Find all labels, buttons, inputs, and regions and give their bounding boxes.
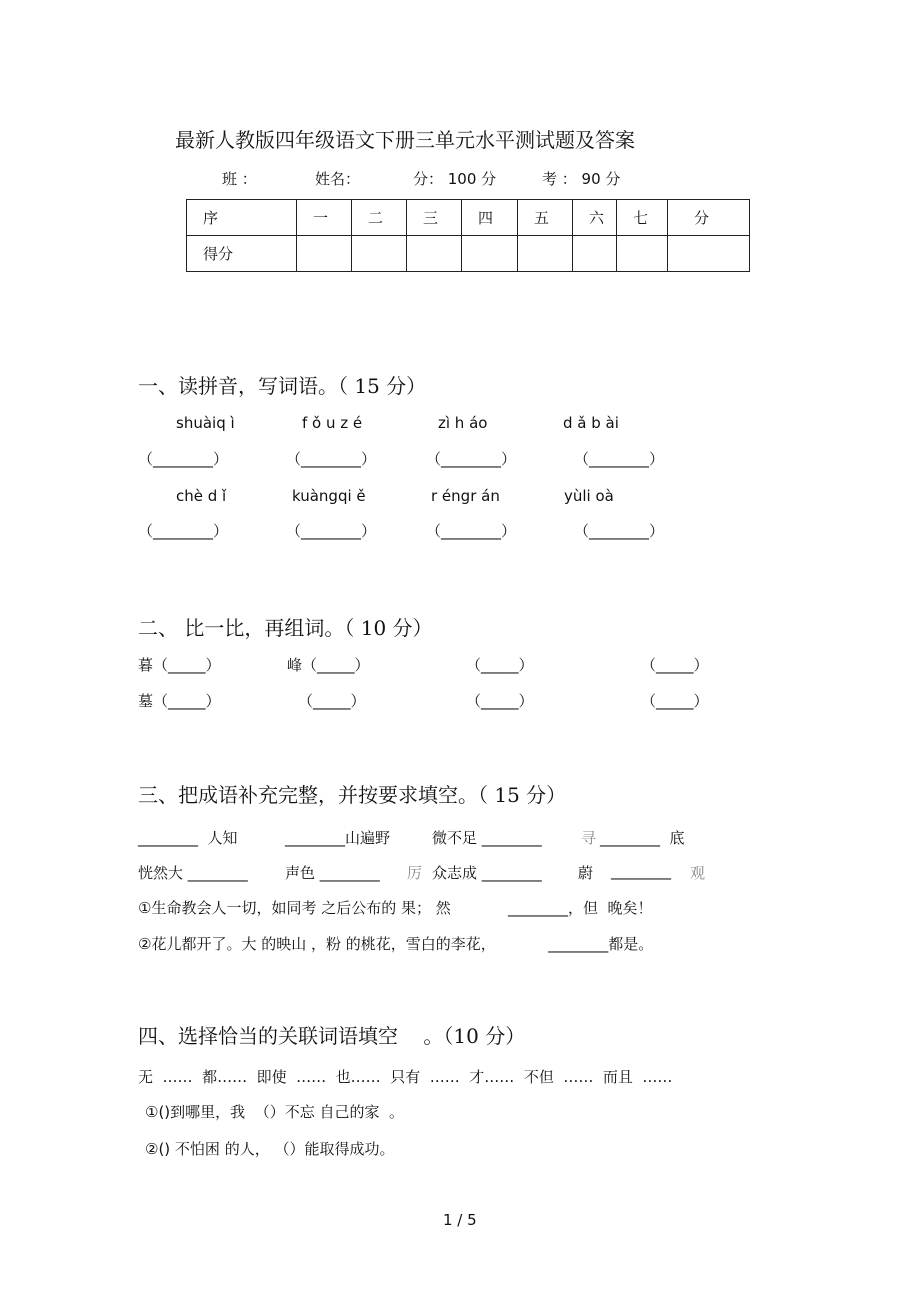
idiom-item: 众志成 ________ xyxy=(432,864,542,882)
header-cell: 七 xyxy=(617,200,668,236)
header-cell: 二 xyxy=(352,200,407,236)
pinyin: yùli oà xyxy=(564,487,614,505)
score-cell xyxy=(407,236,462,272)
score-label: 分： 100 分 xyxy=(413,170,497,188)
doc-title: 最新人教版四年级语文下册三单元水平测试题及答案 xyxy=(175,128,635,152)
answer-blank: （________） xyxy=(426,450,517,468)
row-label: 得分 xyxy=(187,236,297,272)
compare-item: 峰（_____） xyxy=(287,656,370,674)
score-cell xyxy=(297,236,352,272)
compare-item: （_____） xyxy=(466,656,534,674)
score-cell xyxy=(462,236,518,272)
idiom-item: ________ xyxy=(611,862,671,880)
idiom-item: ________山遍野 xyxy=(285,829,391,847)
score-cell xyxy=(352,236,407,272)
idiom-item: ________ 人知 xyxy=(138,829,238,847)
name-label: 姓名： xyxy=(315,170,361,188)
question-1: ①生命教会人一切，如同考 之后公布的 果； 然 ________，但 晚矣！ xyxy=(138,899,653,917)
header-cell: 五 xyxy=(518,200,573,236)
idiom-item: 微不足 ________ xyxy=(432,829,542,847)
pinyin: f ǒ u z é xyxy=(302,414,363,432)
compare-item: （_____） xyxy=(466,692,534,710)
header-cell: 三 xyxy=(407,200,462,236)
header-cell: 六 xyxy=(573,200,617,236)
header-cell: 分 xyxy=(668,200,750,236)
idiom-item: 声色 ________ xyxy=(285,864,380,882)
compare-item: （_____） xyxy=(641,692,709,710)
answer-blank: （________） xyxy=(286,522,377,540)
pinyin: chè d ǐ xyxy=(176,487,227,505)
score-cell xyxy=(518,236,573,272)
section-4-heading: 四、选择恰当的关联词语填空 。（10 分） xyxy=(138,1024,526,1048)
pinyin: r éngr án xyxy=(431,487,500,505)
question-2: ②花儿都开了。大 的映山 ，粉 的桃花，雪白的李花， ________都是。 xyxy=(138,935,654,953)
idiom-item: 恍然大 ________ xyxy=(138,864,248,882)
answer-blank: （________） xyxy=(138,522,229,540)
section-3-heading: 三、把成语补充完整，并按要求填空。（ 15 分） xyxy=(138,783,567,807)
idiom-item: 观 xyxy=(690,864,706,882)
pinyin: kuàngqi ě xyxy=(292,487,366,505)
compare-item: 暮（_____） xyxy=(138,656,221,674)
score-cell xyxy=(617,236,668,272)
answer-blank: （________） xyxy=(426,522,517,540)
idiom-item: 蔚 xyxy=(578,864,594,882)
pinyin: shuàiq ì xyxy=(176,414,235,432)
score-cell xyxy=(573,236,617,272)
idiom-item: 厉 xyxy=(407,864,423,882)
word-bank: 无 …… 都…… 即使 …… 也…… 只有 …… 才…… 不但 …… 而且 …… xyxy=(138,1068,673,1086)
answer-blank: （________） xyxy=(574,522,665,540)
compare-item: 墓（_____） xyxy=(138,692,221,710)
question-1: ①()到哪里，我 （）不忘 自己的家 。 xyxy=(145,1103,404,1121)
section-1-heading: 一、读拼音，写词语。（ 15 分） xyxy=(138,374,427,398)
score-cell xyxy=(668,236,750,272)
page-number: 1 / 5 xyxy=(443,1211,477,1229)
exam-time-label: 考 ： 90 分 xyxy=(542,170,621,188)
header-cell: 序 xyxy=(187,200,297,236)
header-cell: 一 xyxy=(297,200,352,236)
section-2-heading: 二、 比一比，再组词。（ 10 分） xyxy=(138,616,433,640)
compare-item: （_____） xyxy=(298,692,366,710)
idiom-item: 寻 xyxy=(581,829,597,847)
pinyin: zì h áo xyxy=(438,414,488,432)
score-table xyxy=(186,199,750,272)
compare-item: （_____） xyxy=(641,656,709,674)
header-cell: 四 xyxy=(462,200,518,236)
answer-blank: （________） xyxy=(138,450,229,468)
idiom-item: ________ 底 xyxy=(600,829,685,847)
answer-blank: （________） xyxy=(574,450,665,468)
question-2: ②() 不怕困 的人， （）能取得成功。 xyxy=(145,1140,395,1158)
pinyin: d ǎ b ài xyxy=(563,414,619,432)
answer-blank: （________） xyxy=(286,450,377,468)
class-label: 班 ： xyxy=(222,170,257,188)
